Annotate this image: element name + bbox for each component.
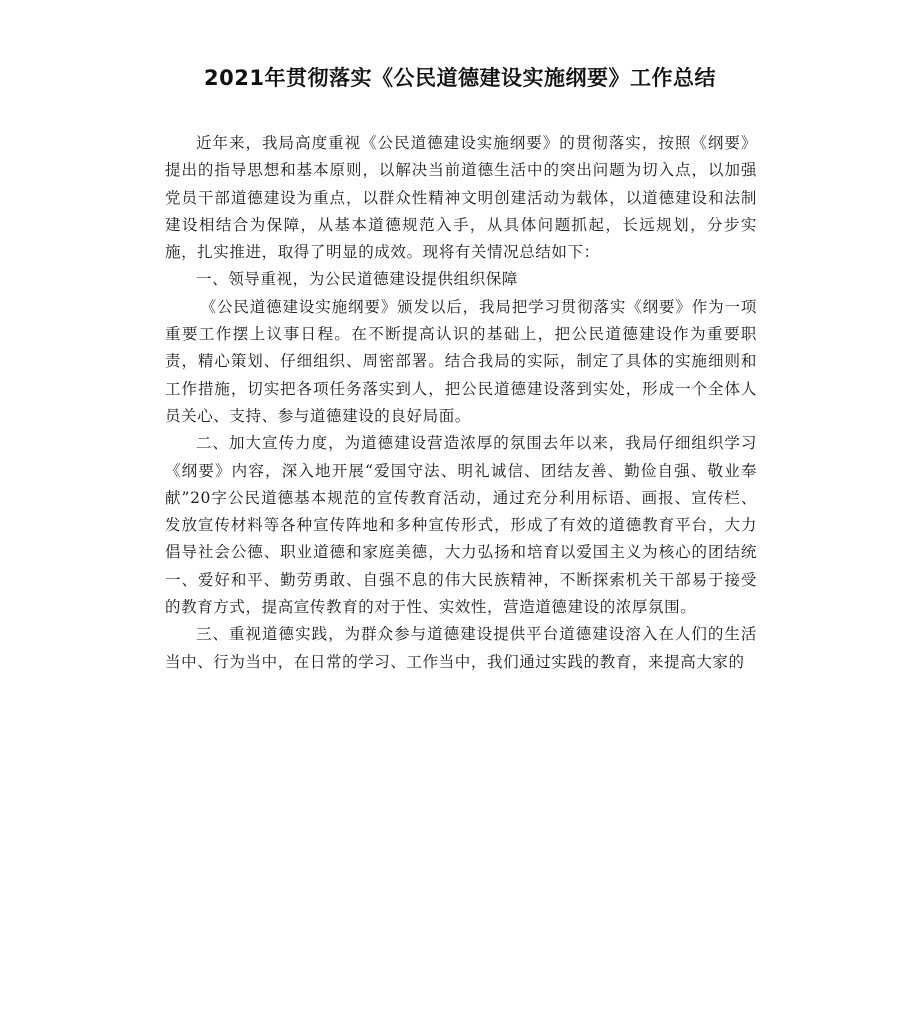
section-heading-1: 一、领导重视，为公民道德建设提供组织保障 <box>196 270 519 289</box>
section-3-paragraph: 三、重视道德实践，为群众参与道德建设提供平台道德建设溶入在人们的生活当中、行为当中，在日常的学习、工作当中，我们通过实践的教育，来提高大家的 <box>165 625 757 671</box>
section-2-paragraph: 二、加大宣传力度，为道德建设营造浓厚的氛围去年以来，我局仔细组织学习《纲要》内容，深入地开展“爱国守法、明礼诚信、团结友善、勤俭自强、敬业奉献”20字公民道德基本规范的宣传教育活动，通过充分利用标语、画报、宣传栏、发放宣传材料等各种宣传阵地和多种宣传形式，形成了有效的道德教育平台，大力倡导社会公德、职业道德和家庭美德，大力弘扬和培育以爱国主义为核心的团结统一、爱好和平、勤劳勇敢、自强不息的伟大民族精神，不断探索机关干部易于接受的教育方式，提高宣传教育的对于性、实效性，营造道德建设的浓厚氛围。 <box>165 434 757 617</box>
document-title: 2021年贯彻落实《公民道德建设实施纲要》工作总结 <box>204 66 716 90</box>
intro-paragraph: 近年来，我局高度重视《公民道德建设实施纲要》的贯彻落实，按照《纲要》提出的指导思想和基本原则，以解决当前道德生活中的突出问题为切入点，以加强党员干部道德建设为重点，以群众性精神文明创建活动为载体，以道德建设和法制建设相结合为保障，从基本道德规范入手，从具体问题抓起，长远规划，分步实施，扎实推进，取得了明显的成效。现将有关情况总结如下： <box>165 134 757 262</box>
section-1-paragraph: 《公民道德建设实施纲要》颁发以后，我局把学习贯彻落实《纲要》作为一项重要工作摆上议事日程。在不断提高认识的基础上，把公民道德建设作为重要职责，精心策划、仔细组织、周密部署。结合我局的实际，制定了具体的实施细则和工作措施，切实把各项任务落实到人，把公民道德建设落到实处，形成一个全体人员关心、支持、参与道德建设的良好局面。 <box>165 297 757 425</box>
document-body <box>165 130 757 676</box>
